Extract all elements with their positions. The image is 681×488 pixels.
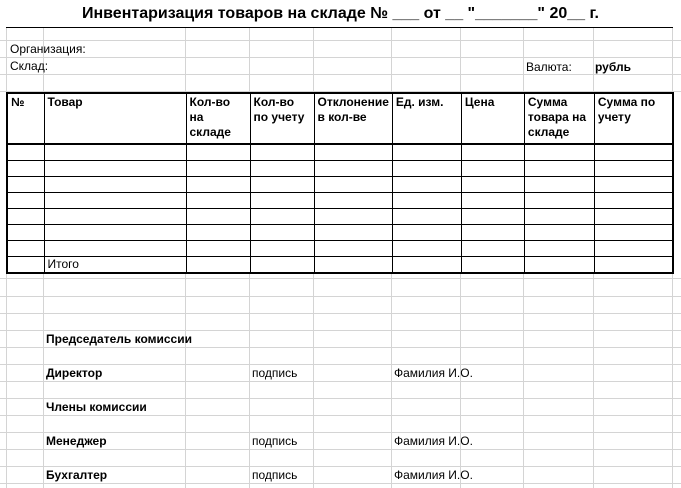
table-cell[interactable] — [186, 161, 250, 177]
table-cell[interactable] — [594, 177, 673, 193]
table-cell[interactable] — [524, 161, 594, 177]
table-cell[interactable] — [7, 144, 44, 161]
table-cell[interactable] — [7, 193, 44, 209]
warehouse-label[interactable]: Склад: — [10, 59, 49, 73]
table-cell[interactable] — [44, 161, 186, 177]
table-cell[interactable] — [250, 144, 314, 161]
table-cell[interactable] — [314, 241, 392, 257]
total-cell-deviation[interactable] — [314, 257, 392, 274]
inventory-table — [6, 92, 674, 274]
header-sum-accounting[interactable]: Сумма по учету — [594, 93, 673, 144]
total-cell-sum-accounting[interactable] — [594, 257, 673, 274]
total-cell-number[interactable] — [7, 257, 44, 274]
header-price[interactable]: Цена — [461, 93, 524, 144]
table-row — [7, 193, 673, 209]
table-cell[interactable] — [524, 241, 594, 257]
director-signature-label[interactable]: подпись — [252, 366, 298, 380]
table-cell[interactable] — [461, 193, 524, 209]
total-cell-unit[interactable] — [392, 257, 461, 274]
table-cell[interactable] — [392, 161, 461, 177]
header-number[interactable]: № — [7, 93, 44, 144]
table-cell[interactable] — [594, 241, 673, 257]
table-cell[interactable] — [44, 209, 186, 225]
accountant-role[interactable]: Бухгалтер — [46, 468, 108, 482]
table-cell[interactable] — [461, 241, 524, 257]
currency-label[interactable]: Валюта: — [526, 60, 572, 74]
accountant-name-label[interactable]: Фамилия И.О. — [394, 468, 473, 482]
table-row — [7, 225, 673, 241]
director-name-label[interactable]: Фамилия И.О. — [394, 366, 473, 380]
table-cell[interactable] — [44, 241, 186, 257]
total-cell-qty-warehouse[interactable] — [186, 257, 250, 274]
table-cell[interactable] — [250, 209, 314, 225]
table-cell[interactable] — [461, 144, 524, 161]
table-cell[interactable] — [7, 241, 44, 257]
table-cell[interactable] — [314, 225, 392, 241]
table-cell[interactable] — [7, 225, 44, 241]
table-row — [7, 161, 673, 177]
table-row — [7, 177, 673, 193]
manager-role[interactable]: Менеджер — [46, 434, 107, 448]
table-cell[interactable] — [250, 241, 314, 257]
table-cell[interactable] — [250, 193, 314, 209]
header-qty-accounting[interactable]: Кол-во по учету — [250, 93, 314, 144]
director-role[interactable]: Директор — [46, 366, 103, 380]
table-cell[interactable] — [44, 225, 186, 241]
table-cell[interactable] — [524, 225, 594, 241]
currency-value[interactable]: рубль — [595, 60, 631, 74]
header-product[interactable]: Товар — [44, 93, 186, 144]
table-cell[interactable] — [7, 161, 44, 177]
table-cell[interactable] — [314, 161, 392, 177]
table-cell[interactable] — [594, 193, 673, 209]
table-cell[interactable] — [44, 193, 186, 209]
table-cell[interactable] — [186, 177, 250, 193]
table-cell[interactable] — [524, 193, 594, 209]
page-title: Инвентаризация товаров на складе № ___ от __ "_______" 20__ г. — [82, 5, 599, 22]
organization-label[interactable]: Организация: — [10, 42, 86, 56]
total-cell-qty-accounting[interactable] — [250, 257, 314, 274]
table-cell[interactable] — [314, 177, 392, 193]
table-cell[interactable] — [461, 209, 524, 225]
table-cell[interactable] — [314, 193, 392, 209]
header-qty-deviation[interactable]: Отклонение в кол-ве — [314, 93, 392, 144]
table-cell[interactable] — [461, 177, 524, 193]
total-label[interactable]: Итого — [44, 257, 186, 274]
table-cell[interactable] — [314, 209, 392, 225]
table-cell[interactable] — [524, 209, 594, 225]
table-cell[interactable] — [392, 144, 461, 161]
table-cell[interactable] — [44, 144, 186, 161]
manager-name-label[interactable]: Фамилия И.О. — [394, 434, 473, 448]
table-cell[interactable] — [594, 225, 673, 241]
table-row — [7, 209, 673, 225]
table-cell[interactable] — [594, 209, 673, 225]
table-row — [7, 144, 673, 161]
header-qty-warehouse[interactable]: Кол-во на складе — [186, 93, 250, 144]
table-row — [7, 241, 673, 257]
table-cell[interactable] — [186, 241, 250, 257]
table-cell[interactable] — [594, 144, 673, 161]
table-cell[interactable] — [186, 209, 250, 225]
table-cell[interactable] — [250, 177, 314, 193]
table-cell[interactable] — [44, 177, 186, 193]
manager-signature-label[interactable]: подпись — [252, 434, 298, 448]
table-cell[interactable] — [594, 161, 673, 177]
table-cell[interactable] — [186, 193, 250, 209]
table-header-row — [7, 93, 673, 144]
table-cell[interactable] — [186, 144, 250, 161]
table-cell[interactable] — [250, 225, 314, 241]
table-cell[interactable] — [250, 161, 314, 177]
table-cell[interactable] — [392, 177, 461, 193]
table-cell[interactable] — [524, 144, 594, 161]
table-cell[interactable] — [392, 241, 461, 257]
chairman-heading[interactable]: Председатель комиссии — [46, 332, 192, 346]
table-cell[interactable] — [392, 225, 461, 241]
table-cell[interactable] — [392, 209, 461, 225]
table-cell[interactable] — [461, 225, 524, 241]
total-row — [7, 257, 673, 274]
members-heading[interactable]: Члены комиссии — [46, 400, 147, 414]
accountant-signature-label[interactable]: подпись — [252, 468, 298, 482]
total-cell-sum-warehouse[interactable] — [524, 257, 594, 274]
table-cell[interactable] — [392, 193, 461, 209]
header-sum-warehouse[interactable]: Сумма товара на складе — [524, 93, 594, 144]
table-cell[interactable] — [186, 225, 250, 241]
table-cell[interactable] — [461, 161, 524, 177]
table-cell[interactable] — [314, 144, 392, 161]
table-cell[interactable] — [524, 177, 594, 193]
title-underline — [6, 27, 673, 28]
table-cell[interactable] — [7, 209, 44, 225]
total-cell-price[interactable] — [461, 257, 524, 274]
table-cell[interactable] — [7, 177, 44, 193]
header-unit[interactable]: Ед. изм. — [392, 93, 461, 144]
